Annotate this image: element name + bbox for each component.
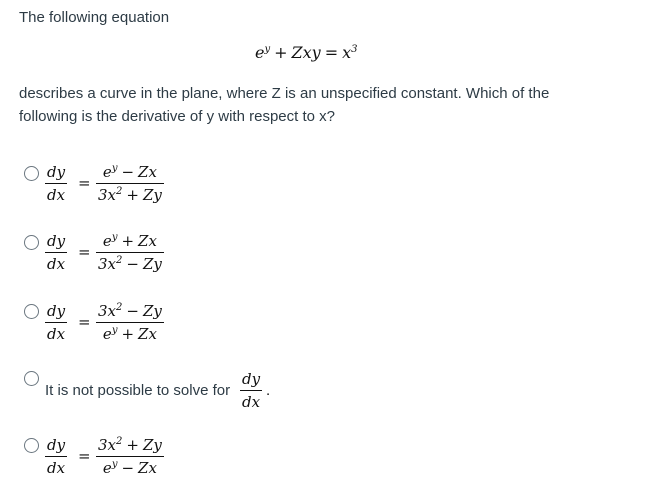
option-3-lhs-bar <box>45 322 67 323</box>
equation-term: Zxy <box>291 43 321 62</box>
option-3-numerator: $3x^2 - Zy$ <box>98 302 162 320</box>
option-2-bar <box>96 252 164 253</box>
option-2-lhs-bar <box>45 252 67 253</box>
option-3-denominator: $e^y + Zx$ <box>102 325 157 343</box>
option-1-radio[interactable] <box>24 166 39 181</box>
option-1-denominator: $3x^2 + Zy$ <box>98 186 162 204</box>
option-5-rhs <box>96 435 164 478</box>
equation-equals: = <box>324 43 339 62</box>
option-1-lhs <box>45 162 67 205</box>
option-2-rhs <box>96 231 164 274</box>
option-2-radio[interactable] <box>24 235 39 250</box>
equation-plus: + <box>274 43 288 62</box>
option-2-denominator: $3x^2 - Zy$ <box>98 255 162 273</box>
question-equation <box>255 43 358 62</box>
option-4-fraction <box>240 369 262 412</box>
option-3-radio[interactable] <box>24 304 39 319</box>
option-4-text: It is not possible to solve for <box>45 382 231 399</box>
option-1-lhs-den: dx <box>47 186 66 204</box>
option-5-radio[interactable] <box>24 438 39 453</box>
option-4-frac-den: dx <box>242 393 261 411</box>
question-description-line1: describes a curve in the plane, where Z is an unspecified constant. Which of the <box>19 85 550 102</box>
option-2-lhs-num: dy <box>47 232 66 250</box>
equation-lhs-base: e <box>255 43 265 62</box>
option-4-frac-bar <box>240 390 262 391</box>
equation-rhs-base: x <box>342 43 352 62</box>
option-3-rhs <box>96 301 164 344</box>
option-1-rhs <box>96 162 164 205</box>
option-5-lhs-num: dy <box>47 436 66 454</box>
option-3-lhs-den: dx <box>47 325 66 343</box>
question-description-line2: following is the derivative of y with respect to x? <box>19 108 335 125</box>
option-1-numerator: $e^y - Zx$ <box>102 163 157 181</box>
equation-lhs-exp: y <box>264 44 271 55</box>
equation-rhs-exp: 3 <box>351 44 358 55</box>
option-4-frac-num: dy <box>242 370 261 388</box>
option-5-numerator: $3x^2 + Zy$ <box>98 436 162 454</box>
option-3-lhs <box>45 301 67 344</box>
option-5-lhs <box>45 435 67 478</box>
option-5-denominator: $e^y - Zx$ <box>102 459 157 477</box>
option-1-bar <box>96 183 164 184</box>
option-5-bar <box>96 456 164 457</box>
option-5-lhs-bar <box>45 456 67 457</box>
option-2-numerator: $e^y + Zx$ <box>102 232 157 250</box>
option-1-equals: = <box>78 174 91 192</box>
option-2-lhs <box>45 231 67 274</box>
option-3-bar <box>96 322 164 323</box>
option-5-lhs-den: dx <box>47 459 66 477</box>
option-2-equals: = <box>78 243 91 261</box>
option-4-radio[interactable] <box>24 371 39 386</box>
option-1-lhs-num: dy <box>47 163 66 181</box>
option-3-lhs-num: dy <box>47 302 66 320</box>
option-2-lhs-den: dx <box>47 255 66 273</box>
option-5-equals: = <box>78 447 91 465</box>
option-1-lhs-bar <box>45 183 67 184</box>
question-intro: The following equation <box>19 9 170 26</box>
option-3-equals: = <box>78 313 91 331</box>
option-4-period: . <box>266 382 271 399</box>
